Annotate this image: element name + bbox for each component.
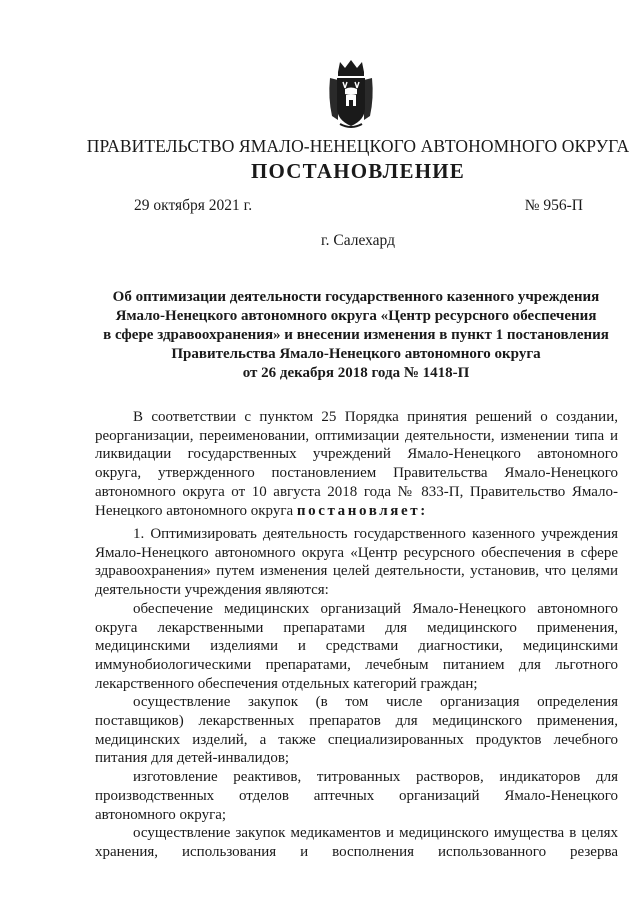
paragraph-line: медицинских изделий, а также специализированных продуктов лечебного [95,731,618,748]
title-line: от 26 декабря 2018 года № 1418-П [242,365,470,381]
paragraph-line: осуществление закупок медикаментов и медицинского имущества в целях [133,825,618,842]
paragraph-line: ликвидации государственных учреждений Ямало-Ненецкого автономного [95,446,618,463]
title-line: Правительства Ямало-Ненецкого автономного округа [171,346,541,362]
title-line: в сфере здравоохранения» и внесении изменения в пункт 1 постановления [103,327,609,343]
paragraph-line: В соответствии с пунктом 25 Порядка принятия решений о создании, [133,409,618,425]
paragraph-line: питания для детей-инвалидов; [95,750,290,767]
paragraph-line: поставщиков) лекарственных препаратов для медицинского применения, [95,713,618,730]
paragraph-line: автономного округа от 10 августа 2018 года № 833-П, Правительство Ямало- [95,483,618,500]
paragraph-line: производственных отделов аптечных организаций Ямало-Ненецкого [95,787,618,804]
paragraph-line: осуществление закупок (в том числе организация определения [133,694,618,711]
preamble-paragraph [95,408,618,520]
document-number: № 956-П [524,197,583,214]
paragraph-line: 1. Оптимизировать деятельность государственного казенного учреждения [133,526,618,542]
paragraph-line: автономного округа; [95,806,227,823]
paragraph-line: Ямало-Ненецкого автономного округа «Центр ресурсного обеспечения в сфере [95,544,618,561]
document-type: ПОСТАНОВЛЕНИЕ [250,159,466,183]
section-1-paragraph [95,525,618,862]
paragraph-line: здравоохранения» путем изменения целей деятельности, установив, что целями [95,563,618,580]
paragraph-line: хранения, использования и восполнения использованного резерва [95,843,618,860]
government-name: ПРАВИТЕЛЬСТВО ЯМАЛО-НЕНЕЦКОГО АВТОНОМНОГО ОКРУГА [86,136,630,156]
title-line: Ямало-Ненецкого автономного округа «Центр ресурсного обеспечения [115,308,597,324]
paragraph-line: обеспечение медицинских организаций Ямало-Ненецкого автономного [133,600,618,617]
paragraph-line: деятельности учреждения являются: [95,582,329,599]
paragraph-line: реорганизации, переименовании, оптимизации деятельности, изменении типа и [95,427,618,444]
paragraph-line [95,502,618,521]
document-title [96,288,616,383]
title-line: Об оптимизации деятельности государственного казенного учреждения [112,289,600,305]
decree-word: постановляет: [296,502,428,519]
paragraph-line: иммунобиологическими препаратами, лечебным питанием для льготного [95,656,618,673]
document-date: 29 октября 2021 г. [134,197,253,214]
document-city: г. Салехард [321,232,395,249]
coat-of-arms-icon [326,58,376,130]
paragraph-line: округа, утвержденного постановлением Правительства Ямало-Ненецкого [95,465,618,482]
paragraph-line: округа лекарственными препаратами для медицинского применения, [95,619,618,636]
paragraph-line: медицинскими изделиями и средствами диагностики, медицинскими [95,638,618,655]
paragraph-line-text: Ненецкого автономного округа [95,502,294,519]
paragraph-line: изготовление реактивов, титрованных растворов, индикаторов для [133,769,618,786]
paragraph-line: лекарственного обеспечения отдельных категорий граждан; [95,675,478,692]
